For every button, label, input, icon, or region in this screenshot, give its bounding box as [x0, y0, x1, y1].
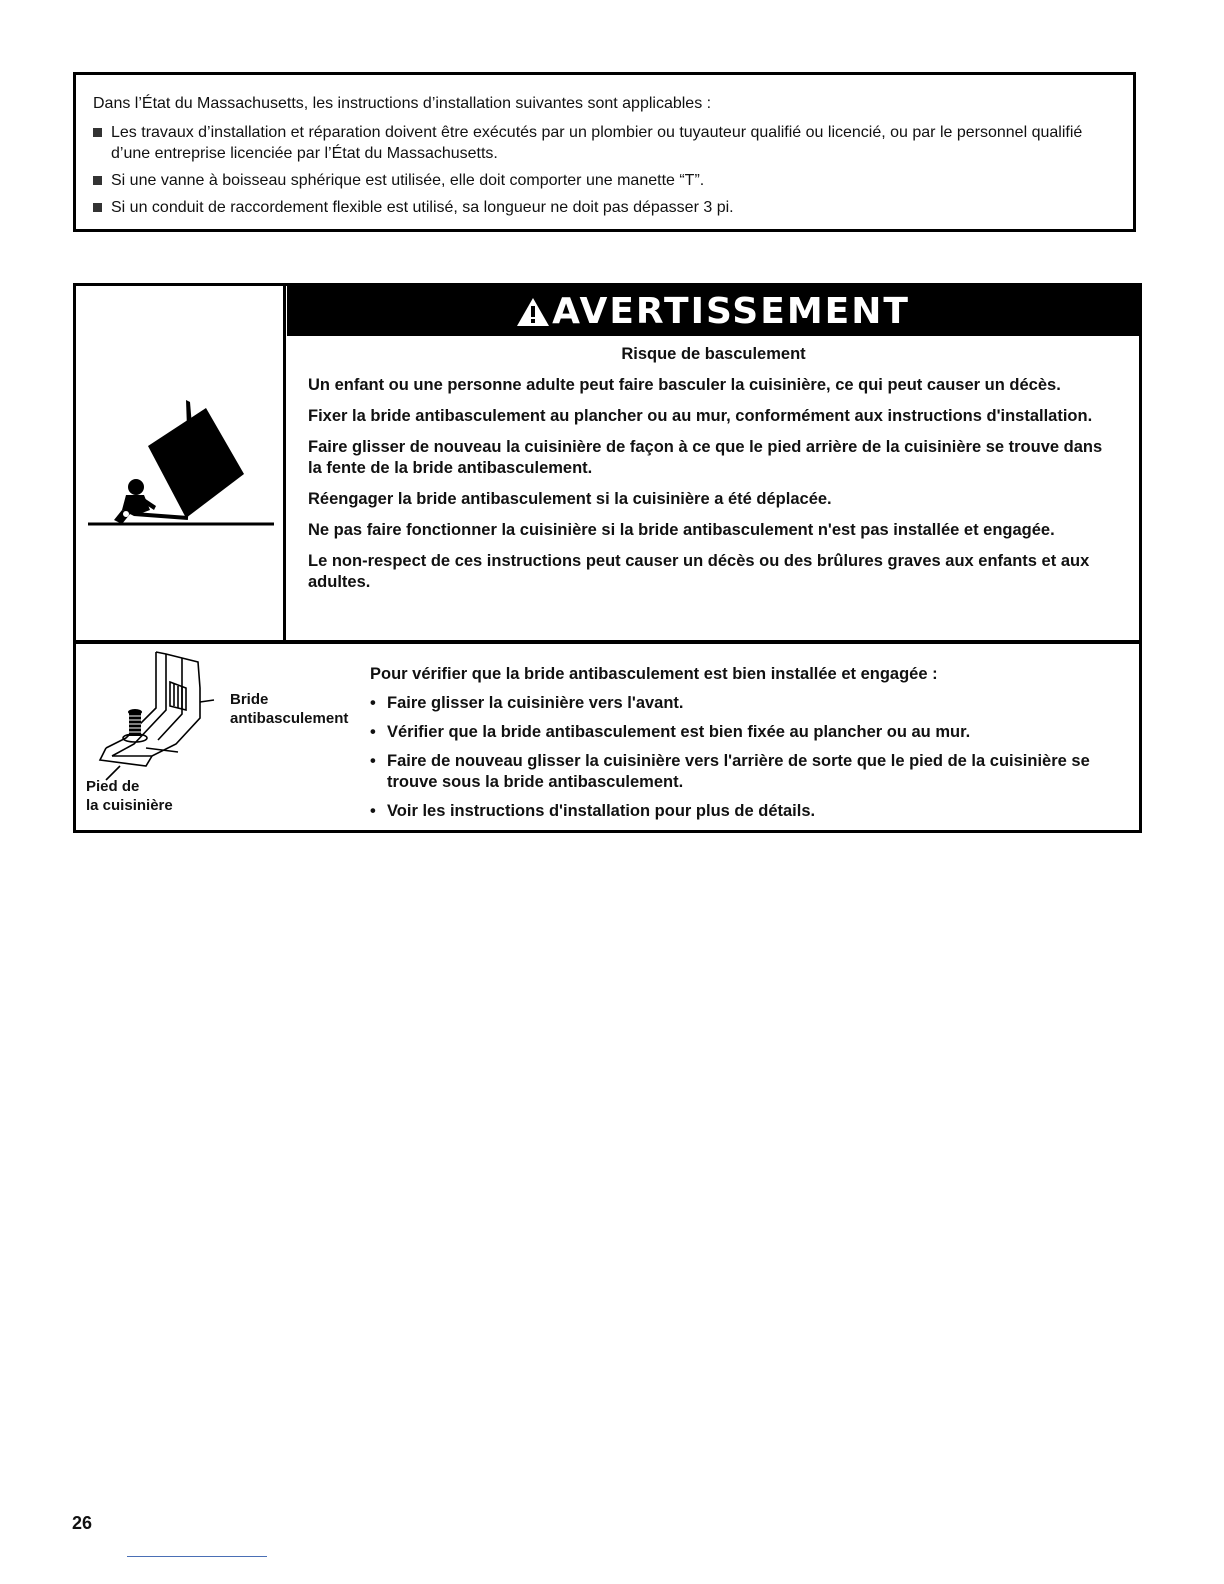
massachusetts-intro: Dans l’État du Massachusetts, les instructions d’installation suivantes sont applicables : [93, 95, 712, 112]
warning-paragraph: Fixer la bride antibasculement au plancher ou au mur, conformément aux instructions d'installation. [308, 407, 1093, 425]
warning-header-text: AVERTISSEMENT [552, 291, 910, 332]
list-item [93, 122, 1113, 164]
list-item-text: Les travaux d’installation et réparation doivent être exécutés par un plombier ou tuyauteur qualifié ou licencié, ou par le personnel qualifié d’une entreprise licenciée par l’État du Massachusetts. [111, 124, 1083, 162]
list-item-text: Voir les instructions d'installation pour plus de détails. [387, 802, 816, 820]
list-item [370, 751, 1119, 793]
bracket-label-line: Bride [230, 691, 269, 708]
tip-over-illustration [76, 286, 286, 640]
warning-paragraph: Faire glisser de nouveau la cuisinière de façon à ce que le pied arrière de la cuisinière se trouve dans la fente de la bride antibasculement. [308, 438, 1103, 477]
list-item-text: Faire de nouveau glisser la cuisinière vers l'arrière de sorte que le pied de la cuisinière se trouve sous la bride antibasculement. [387, 752, 1090, 791]
anti-tip-bracket-icon [86, 648, 236, 783]
warning-header [287, 286, 1139, 336]
page-number: 26 [72, 1513, 93, 1533]
bullet-icon: • [370, 802, 376, 820]
list-item-text: Si un conduit de raccordement flexible est utilisé, sa longueur ne doit pas dépasser 3 pi. [111, 199, 734, 216]
list-item [370, 693, 1119, 714]
bottom-divider [127, 1556, 267, 1557]
bracket-label [230, 690, 348, 728]
list-item-text: Si une vanne à boisseau sphérique est utilisée, elle doit comporter une manette “T”. [111, 172, 705, 189]
bracket-label-line: antibasculement [230, 710, 349, 727]
massachusetts-notice [73, 72, 1136, 232]
warning-bottom-section [76, 644, 1139, 830]
bullet-icon: • [370, 723, 376, 741]
warning-paragraph: Ne pas faire fonctionner la cuisinière si la bride antibasculement n'est pas installée et engagée. [308, 521, 1055, 539]
massachusetts-list [93, 122, 1113, 218]
list-item [370, 722, 1119, 743]
square-bullet-icon [93, 176, 102, 185]
warning-top-section [76, 286, 1139, 644]
warning-triangle-icon [516, 297, 550, 327]
list-item-text: Vérifier que la bride antibasculement est bien fixée au plancher ou au mur. [387, 723, 971, 741]
verification-list [370, 693, 1119, 822]
child-tipping-range-icon [86, 398, 276, 528]
warning-content [308, 344, 1119, 603]
tip-over-warning [73, 283, 1142, 833]
bullet-icon: • [370, 752, 376, 770]
list-item [93, 197, 1113, 218]
list-item [93, 170, 1113, 191]
warning-paragraph: Réengager la bride antibasculement si la cuisinière a été déplacée. [308, 490, 832, 508]
list-item-text: Faire glisser la cuisinière vers l'avant. [387, 694, 684, 712]
foot-label-line: la cuisinière [86, 797, 173, 814]
list-item [370, 801, 1119, 822]
verification-title: Pour vérifier que la bride antibasculement est bien installée et engagée : [370, 665, 938, 683]
warning-subtitle: Risque de basculement [621, 345, 806, 363]
square-bullet-icon [93, 203, 102, 212]
warning-paragraph: Un enfant ou une personne adulte peut faire basculer la cuisinière, ce qui peut causer un décès. [308, 376, 1061, 394]
foot-label-line: Pied de [86, 778, 140, 795]
foot-label [86, 777, 173, 815]
bullet-icon: • [370, 694, 376, 712]
square-bullet-icon [93, 128, 102, 137]
warning-paragraph: Le non-respect de ces instructions peut causer un décès ou des brûlures graves aux enfants et aux adultes. [308, 552, 1090, 591]
verification-steps [370, 664, 1119, 830]
